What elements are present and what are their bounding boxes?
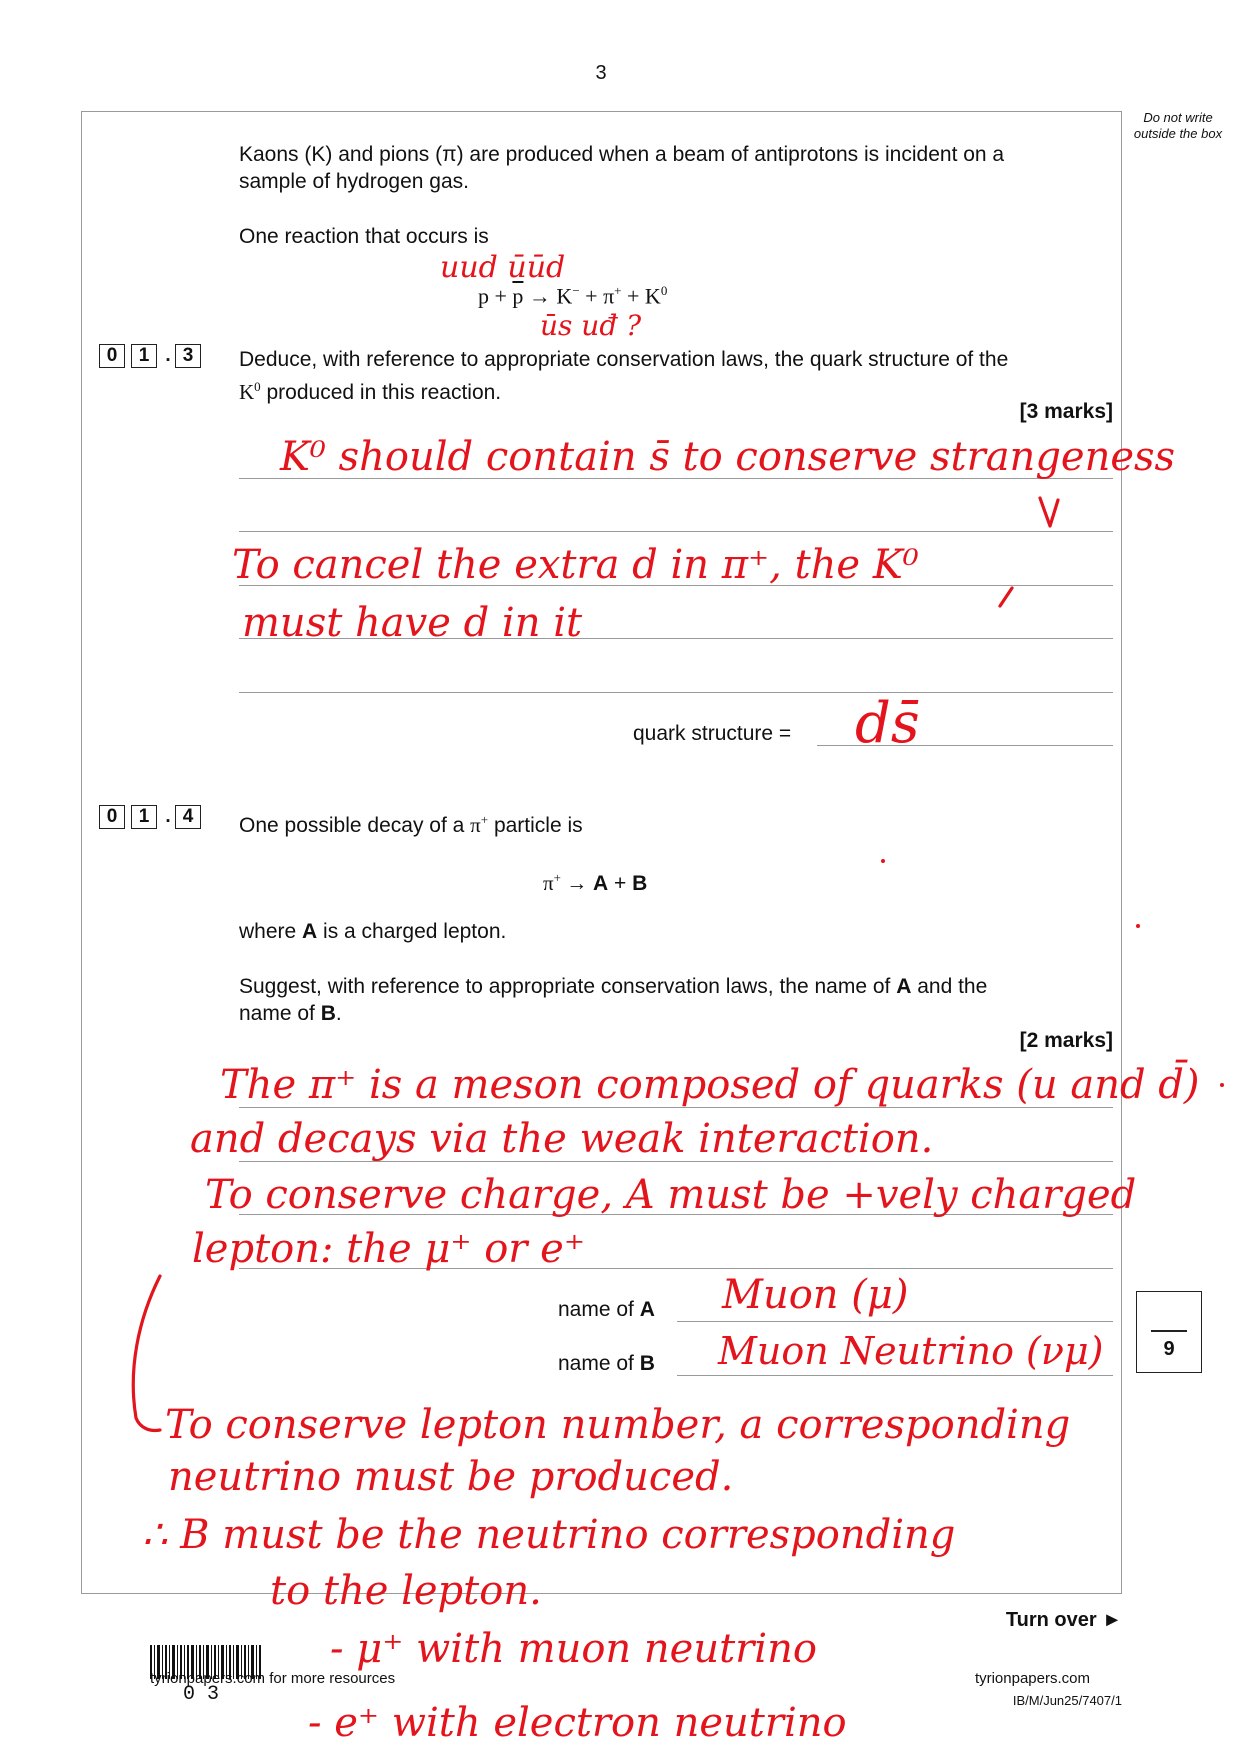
- hw-tick: [1000, 588, 1012, 606]
- hw-tick: [1040, 498, 1058, 526]
- hw-a2-line9: - μ⁺ with muon neutrino: [330, 1626, 817, 1672]
- q14-suggest-prefix-2: name of: [239, 1002, 321, 1025]
- page-number: 3: [595, 62, 607, 84]
- intro-line-2: sample of hydrogen gas.: [239, 170, 469, 193]
- hw-a2-line5: To conserve lepton number, a corresponding: [165, 1402, 1071, 1448]
- name-a-text: name of: [558, 1298, 640, 1321]
- q13-text: Deduce, with reference to appropriate conservation laws, the quark structure of the $K^0$ produced in this reaction.: [239, 346, 1119, 406]
- turn-over: Turn over ►: [1005, 1609, 1122, 1631]
- reaction-intro: One reaction that occurs is: [239, 225, 489, 248]
- hw-dot: [881, 859, 885, 863]
- footer-code: IB/M/Jun25/7407/1: [1012, 1693, 1122, 1708]
- q14-suggest-b: B: [320, 1002, 336, 1025]
- qnum-digit: 1: [131, 344, 157, 368]
- q14-intro-suffix: particle is: [488, 814, 583, 837]
- q13-line-2: produced in this reaction.: [260, 381, 502, 404]
- hw-a2-line4: lepton: the μ⁺ or e⁺: [192, 1226, 585, 1272]
- decay-equation: π+ → A + B: [543, 870, 648, 895]
- q14-where-bold: A: [302, 920, 318, 943]
- q13-line-1: Deduce, with reference to appropriate conservation laws, the quark structure of the: [239, 348, 1009, 371]
- hw-a1-line3: must have d in it: [242, 600, 583, 646]
- hw-dot: [1136, 924, 1140, 928]
- q13-marks: [3 marks]: [1019, 400, 1113, 423]
- hw-a2-line3: To conserve charge, A must be +vely charged: [205, 1172, 1137, 1218]
- qnum-digit: 0: [99, 344, 125, 368]
- hw-a2-line1: The π⁺ is a meson composed of quarks (u and d̄): [220, 1062, 1200, 1108]
- q14-marks: [2 marks]: [1019, 1029, 1113, 1052]
- hw-reaction-bottom: ūs uđ ?: [540, 309, 642, 342]
- footer-left: tyrionpapers.com for more resources: [150, 1670, 396, 1687]
- hw-a1-line2: To cancel the extra d in π⁺, the K⁰: [232, 542, 919, 588]
- hw-dot: [1220, 1083, 1224, 1087]
- hw-a1-answer: ds̄: [855, 691, 920, 756]
- q14-suggest: Suggest, with reference to appropriate conservation laws, the name of A and the name of B.: [239, 975, 988, 1025]
- name-b-text: name of: [558, 1352, 640, 1375]
- hw-a2-name-a: Muon (μ): [722, 1272, 909, 1318]
- intro-line-1: Kaons (K) and pions (π) are produced when a beam of antiprotons is incident on a: [239, 143, 1005, 166]
- hw-reaction-top: uud ūūd: [440, 250, 566, 285]
- margin-note: Do not write outside the box: [1133, 110, 1223, 141]
- hw-a1-line1: K⁰ should contain s̄ to conserve strangeness: [280, 434, 1176, 480]
- qnum-digit: 3: [175, 344, 201, 368]
- question-number-01-3: 0 1 . 3: [99, 343, 207, 369]
- qnum-digit: 4: [175, 805, 201, 829]
- name-of-b-label: name of B: [558, 1352, 655, 1375]
- qnum-digit: 1: [131, 805, 157, 829]
- q14-suggest-a: A: [896, 975, 912, 998]
- score-total: 9: [1163, 1338, 1175, 1360]
- qnum-digit: 0: [99, 805, 125, 829]
- reaction-equation: $p + \overline{p} \to K^- + \pi^+ + K^0$: [478, 283, 668, 309]
- quark-structure-label: quark structure =: [633, 722, 792, 745]
- q14-suggest-prefix: Suggest, with reference to appropriate conservation laws, the name of: [239, 975, 897, 998]
- question-number-01-4: 0 1 . 4: [99, 804, 207, 830]
- hw-a2-line10: - e⁺ with electron neutrino: [308, 1700, 847, 1746]
- hw-a2-line6: neutrino must be produced.: [168, 1454, 734, 1500]
- barcode-digits: 0 3: [183, 1683, 220, 1706]
- q14-where-prefix: where: [239, 920, 303, 943]
- hw-a2-name-b: Muon Neutrino (νμ): [718, 1329, 1104, 1373]
- q14-intro-prefix: One possible decay of a: [239, 814, 471, 837]
- hw-a2-line7: ∴ B must be the neutrino corresponding: [142, 1512, 956, 1558]
- q14-suggest-suffix: and the: [911, 975, 988, 998]
- hw-bracket: [133, 1276, 160, 1431]
- q14-intro: One possible decay of a π+ particle is: [239, 812, 583, 837]
- hw-a2-line8: to the lepton.: [270, 1568, 542, 1614]
- name-of-a-label: name of A: [558, 1298, 655, 1321]
- footer-site: tyrionpapers.com: [974, 1670, 1090, 1687]
- q14-where-suffix: is a charged lepton.: [317, 920, 507, 943]
- hw-a2-line2: and decays via the weak interaction.: [190, 1116, 934, 1162]
